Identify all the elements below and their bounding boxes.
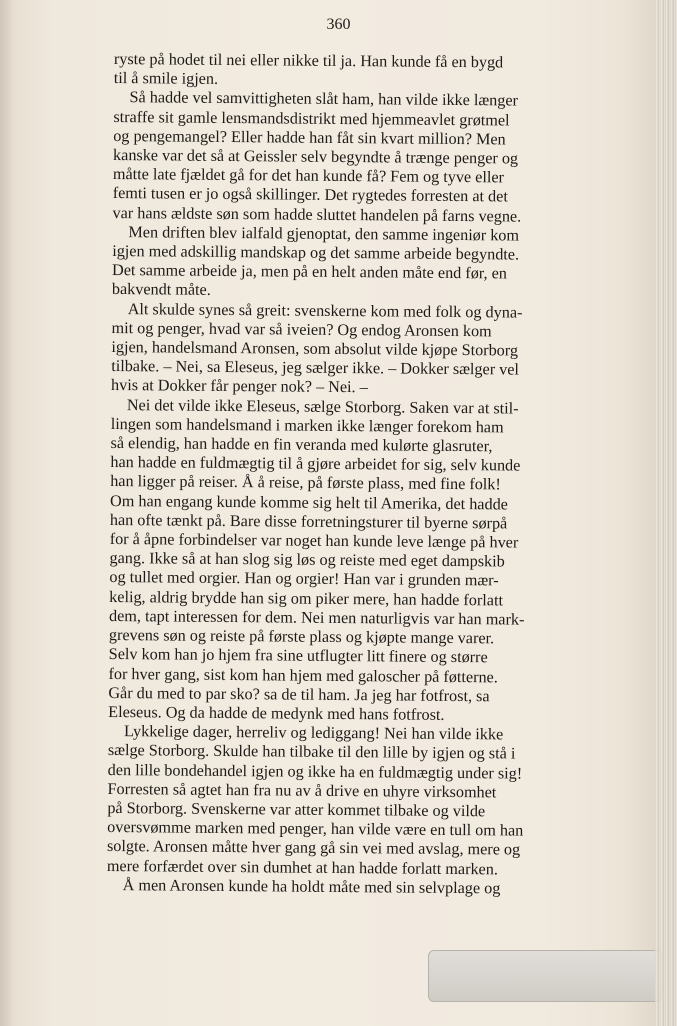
text-line: lingen som handelsmand i marken ikke længer forekom ham xyxy=(110,414,504,437)
text-line: så elendig, han hadde en fin veranda med kulørte glasruter, xyxy=(110,434,493,456)
text-line: mit og penger, hvad var så iveien? Og endog Aronsen kom xyxy=(111,318,492,341)
text-line: og tullet med orgier. Han og orgier! Han var i grunden mær- xyxy=(109,568,499,590)
text-line: for hver gang, sist kom han hjem med galoscher på føtterne. xyxy=(108,664,498,686)
text-line: den lille bondehandel igjen og ikke ha en fuldmægtig under sig! xyxy=(107,760,523,783)
text-line: Men driften blev ialfald gjenoptat, den samme ingeniør kom xyxy=(128,222,520,245)
page-number: 360 xyxy=(326,16,351,33)
text-line: Eleseus. Og da hadde de medynk med hans fotfrost. xyxy=(108,702,445,724)
text-line: sælge Storborg. Skulde han tilbake til den lille by igjen og stå i xyxy=(107,741,516,763)
body-text xyxy=(107,50,626,899)
text-line: gang. Ikke så at han slog sig løs og reiste med eget dampskib xyxy=(109,549,505,571)
text-line: Å men Aronsen kunde ha holdt måte med sin selvplage og xyxy=(122,875,501,898)
text-line: ryste på hodet til nei eller nikke til ja. Han kunde få en bygd xyxy=(113,50,504,72)
text-line: Om han engang kunde komme sig helt til Amerika, det hadde xyxy=(109,491,508,514)
text-line: han ligger på reiser. Å å reise, på første plass, med fine folk! xyxy=(110,472,501,494)
text-line: Går du med to par sko? sa de til ham. Ja jeg har fotfrost, sa xyxy=(108,683,490,706)
text-line: Alt skulde synes så greit: svenskerne kom med folk og dyna- xyxy=(127,299,523,322)
text-line: hvis at Dokker får penger nok? – Nei. – xyxy=(110,376,368,397)
text-line: Så hadde vel samvittigheten slåt ham, han vilde ikke længer xyxy=(129,88,519,110)
text-line: bakvendt måte. xyxy=(111,280,211,300)
text-line: dem, tapt interessen for dem. Nei men naturligvis var han mark- xyxy=(108,606,525,629)
text-line: måtte late fjældet gå for det han kunde få? Fem og tyve eller xyxy=(112,165,505,187)
text-line: kanske var det så at Geissler selv begyndte å trænge penger og xyxy=(113,146,519,168)
text-line: grevens søn og reiste på første plass og kjøpte mange varer. xyxy=(108,626,495,648)
page-gutter-shadow xyxy=(0,0,14,1026)
text-line: Det samme arbeide ja, men på en helt anden måte end før, en xyxy=(111,261,508,283)
text-line: igjen med adskillig mandskap og det samme arbeide begyndte. xyxy=(112,242,520,264)
text-line: tilbake. – Nei, sa Eleseus, jeg sælger ikke. – Dokker sælger vel xyxy=(111,357,520,379)
text-line: Nei det vilde ikke Eleseus, sælge Storborg. Saken var at stil- xyxy=(126,395,519,418)
page-stack-edge xyxy=(655,0,677,1026)
text-line: mere forfærdet over sin dumhet at han hadde forlatt marken. xyxy=(106,856,499,878)
text-line: til å smile igjen. xyxy=(113,69,219,89)
text-line: straffe sit gamle lensmandsdistrikt med hjemmeavlet grøtmel xyxy=(113,107,510,130)
text-line: oversvømme marken med penger, han vilde være en tull om han xyxy=(107,818,524,840)
text-line: var hans ældste søn som hadde sluttet handelen på farns vegne. xyxy=(112,203,522,226)
text-line: for å åpne forbindelser var noget han kunde leve længe på hver xyxy=(109,530,519,552)
text-line: og pengemangel? Eller hadde han fåt sin kvart million? Men xyxy=(113,126,506,149)
text-line: Selv kom han jo hjem fra sine utflugter litt finere og større xyxy=(108,645,488,667)
text-line: på Storborg. Svenskerne var atter kommet tilbake og vilde xyxy=(107,798,486,821)
text-line: femti tusen er jo også skillinger. Det rygtedes forresten at det xyxy=(112,184,508,206)
text-line: Lykkelige dager, herreliv og lediggang! Nei han vilde ikke xyxy=(123,722,504,744)
text-line: Forresten så agtet han fra nu av å drive en uhyre virksomhet xyxy=(107,779,497,802)
text-line: solgte. Aronsen måtte hver gang gå sin vei med avslag, mere og xyxy=(106,837,521,859)
page-index-tab xyxy=(428,950,662,1002)
text-line: han ofte tænkt på. Bare disse forretningsturer til byerne sørpå xyxy=(109,510,508,533)
text-line: igjen, handelsmand Aronsen, som absolut vilde kjøpe Storborg xyxy=(111,338,519,360)
text-line: han hadde en fuldmægtig til å gjøre arbeidet for sig, selv kunde xyxy=(110,453,521,475)
text-line: kelig, aldrig brydde han sig om piker mere, han hadde forlatt xyxy=(109,587,504,610)
